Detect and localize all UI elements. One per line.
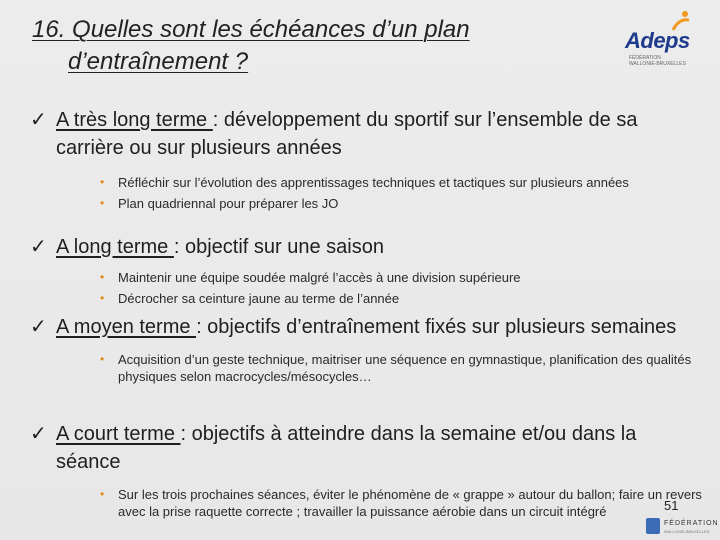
bullet-dot-icon: •	[100, 291, 105, 305]
checkmark-icon: ✓	[30, 236, 47, 258]
bullet-item: • Plan quadriennal pour préparer les JO	[100, 196, 339, 211]
page-number: 51	[664, 498, 679, 513]
bullet-item: • Réfléchir sur l’évolution des apprentissages techniques et tactiques sur plusieurs années	[100, 175, 629, 190]
checkmark-icon: ✓	[30, 423, 47, 445]
bullet-item: • Acquisition d’un geste technique, maitriser une séquence en gymnastique, planification des qualités physiques selon macrocycles/mésocycles…	[100, 352, 692, 384]
section-term: A très long terme	[56, 109, 213, 131]
bullet-dot-icon: •	[100, 270, 105, 284]
section-moyen-terme	[30, 313, 700, 385]
federation-logo-line-1: FÉDÉRATION	[664, 520, 719, 527]
section-heading	[30, 420, 700, 476]
bullet-dot-icon: •	[100, 487, 105, 501]
bullet-item: • Sur les trois prochaines séances, éviter le phénomène de « grappe » autour du ballon; faire un revers avec la prise raquette correcte ; travailler la puissance aérobie dans un circuit intégré	[100, 487, 702, 519]
section-description: : objectifs à atteindre dans la semaine et/ou dans la séance	[56, 423, 637, 473]
federation-mark-icon	[646, 518, 660, 534]
section-description: : objectif sur une saison	[173, 236, 384, 258]
section-term: A moyen terme	[56, 316, 197, 338]
bullet-dot-icon: •	[100, 175, 105, 189]
federation-logo-line-2: WALLONIE-BRUXELLES	[664, 529, 710, 534]
title-line-2: d’entraînement ?	[68, 48, 249, 75]
section-tres-long-terme	[30, 106, 700, 212]
title-line-1: 16. Quelles sont les échéances d’un plan	[32, 16, 470, 43]
section-heading	[30, 106, 700, 162]
bullet-dot-icon: •	[100, 196, 105, 210]
slide-title	[32, 14, 572, 78]
section-term: A long terme	[56, 236, 174, 258]
checkmark-icon: ✓	[30, 109, 47, 131]
section-heading	[30, 233, 700, 261]
section-heading	[30, 313, 700, 341]
bullet-dot-icon: •	[100, 352, 105, 366]
federation-logo	[646, 516, 719, 538]
logo-subtitle: FÉDÉRATION WALLONIE-BRUXELLES	[629, 55, 686, 67]
section-long-terme	[30, 233, 700, 307]
bullet-item: • Maintenir une équipe soudée malgré l’accès à une division supérieure	[100, 270, 521, 285]
bullet-item: • Décrocher sa ceinture jaune au terme de l’année	[100, 291, 400, 306]
adeps-logo	[625, 30, 695, 70]
section-term: A court terme	[56, 423, 181, 445]
section-court-terme	[30, 420, 700, 520]
checkmark-icon: ✓	[30, 316, 47, 338]
section-description: : développement du sportif sur l’ensemble de sa carrière ou sur plusieurs années	[56, 109, 638, 159]
logo-word: Adeps	[625, 28, 690, 53]
section-description: : objectifs d’entraînement fixés sur plusieurs semaines	[196, 316, 677, 338]
